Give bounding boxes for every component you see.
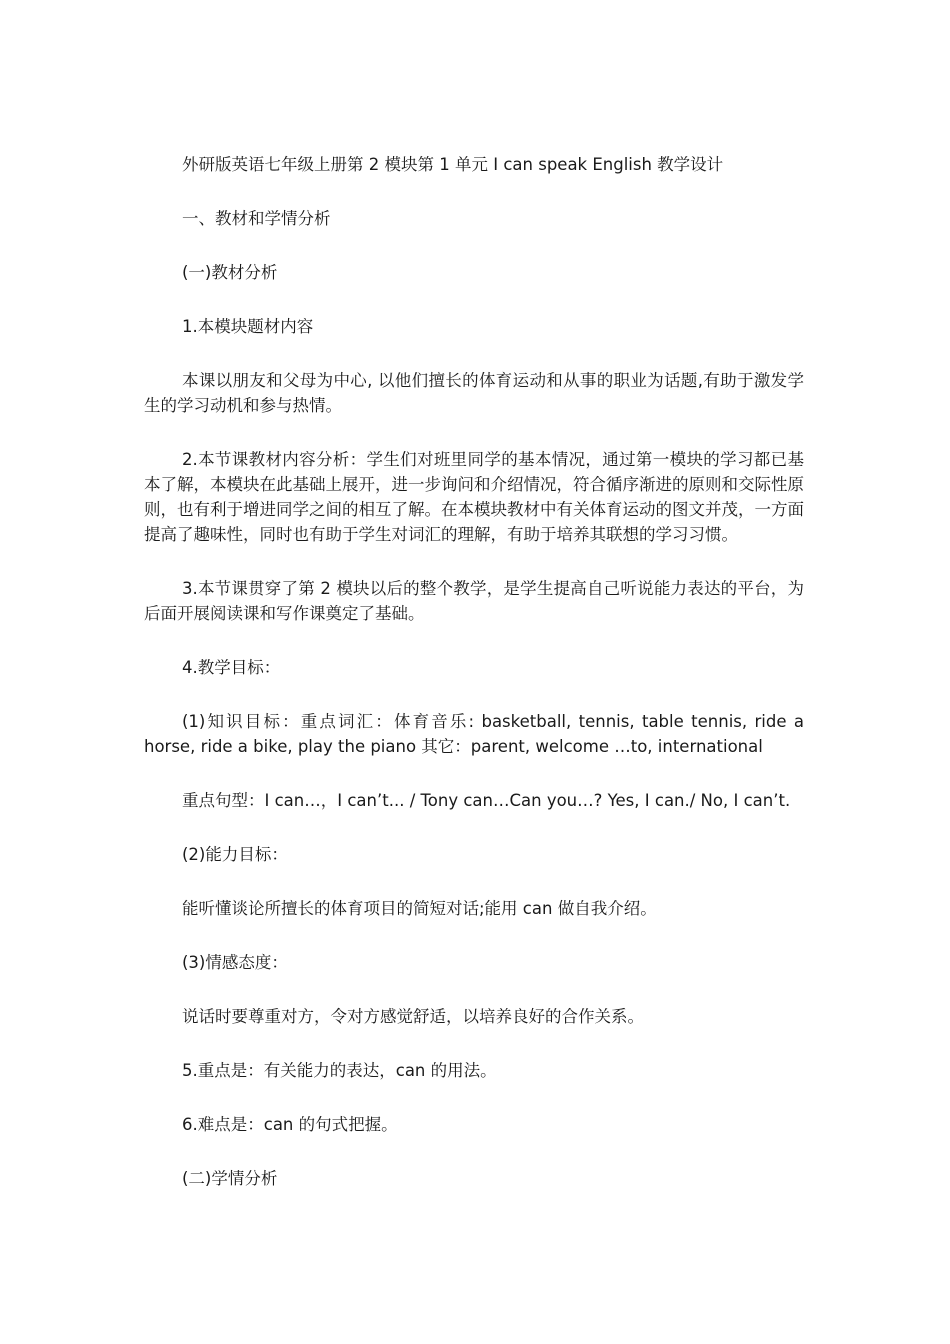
subsection-heading-2: (二)学情分析: [182, 1169, 278, 1188]
subsection-heading-1: (一)教材分析: [182, 263, 278, 282]
body-paragraph: 能听懂谈论所擅长的体育项目的简短对话;能用 can 做自我介绍。: [182, 899, 657, 918]
body-paragraph: 说话时要尊重对方，令对方感觉舒适，以培养良好的合作关系。: [182, 1007, 644, 1026]
item-heading-1: 1.本模块题材内容: [182, 317, 314, 336]
body-paragraph: 重点句型：I can…，I can’t... / Tony can…Can you…? Yes, I can./ No, I can’t.: [182, 791, 791, 810]
body-paragraph: (1)知识目标：重点词汇：体育音乐: basketball, tennis, table tennis, ride a horse, ride a bike, play the piano 其它：parent, welcome …to, international: [144, 712, 804, 756]
document-page: [144, 152, 804, 1220]
item-heading-4: 4.教学目标：: [182, 658, 281, 677]
section-heading-1: 一、教材和学情分析: [182, 209, 331, 228]
body-paragraph: 6.难点是：can 的句式把握。: [182, 1115, 398, 1134]
body-paragraph: 5.重点是：有关能力的表达，can 的用法。: [182, 1061, 497, 1080]
body-paragraph: 3.本节课贯穿了第 2 模块以后的整个教学，是学生提高自己听说能力表达的平台，为后面开展阅读课和写作课奠定了基础。: [144, 579, 804, 623]
item-heading-attitude: (3)情感态度：: [182, 953, 288, 972]
body-paragraph: 本课以朋友和父母为中心, 以他们擅长的体育运动和从事的职业为话题,有助于激发学生的学习动机和参与热情。: [144, 371, 804, 415]
document-title: 外研版英语七年级上册第 2 模块第 1 单元 I can speak English 教学设计: [182, 155, 724, 174]
body-paragraph: 2.本节课教材内容分析：学生们对班里同学的基本情况，通过第一模块的学习都已基本了解，本模块在此基础上展开，进一步询问和介绍情况，符合循序渐进的原则和交际性原则，也有利于增进同学之间的相互了解。在本模块教材中有关体育运动的图文并茂，一方面提高了趣味性，同时也有助于学生对词汇的理解，有助于培养其联想的学习习惯。: [144, 450, 804, 544]
item-heading-ability: (2)能力目标：: [182, 845, 288, 864]
